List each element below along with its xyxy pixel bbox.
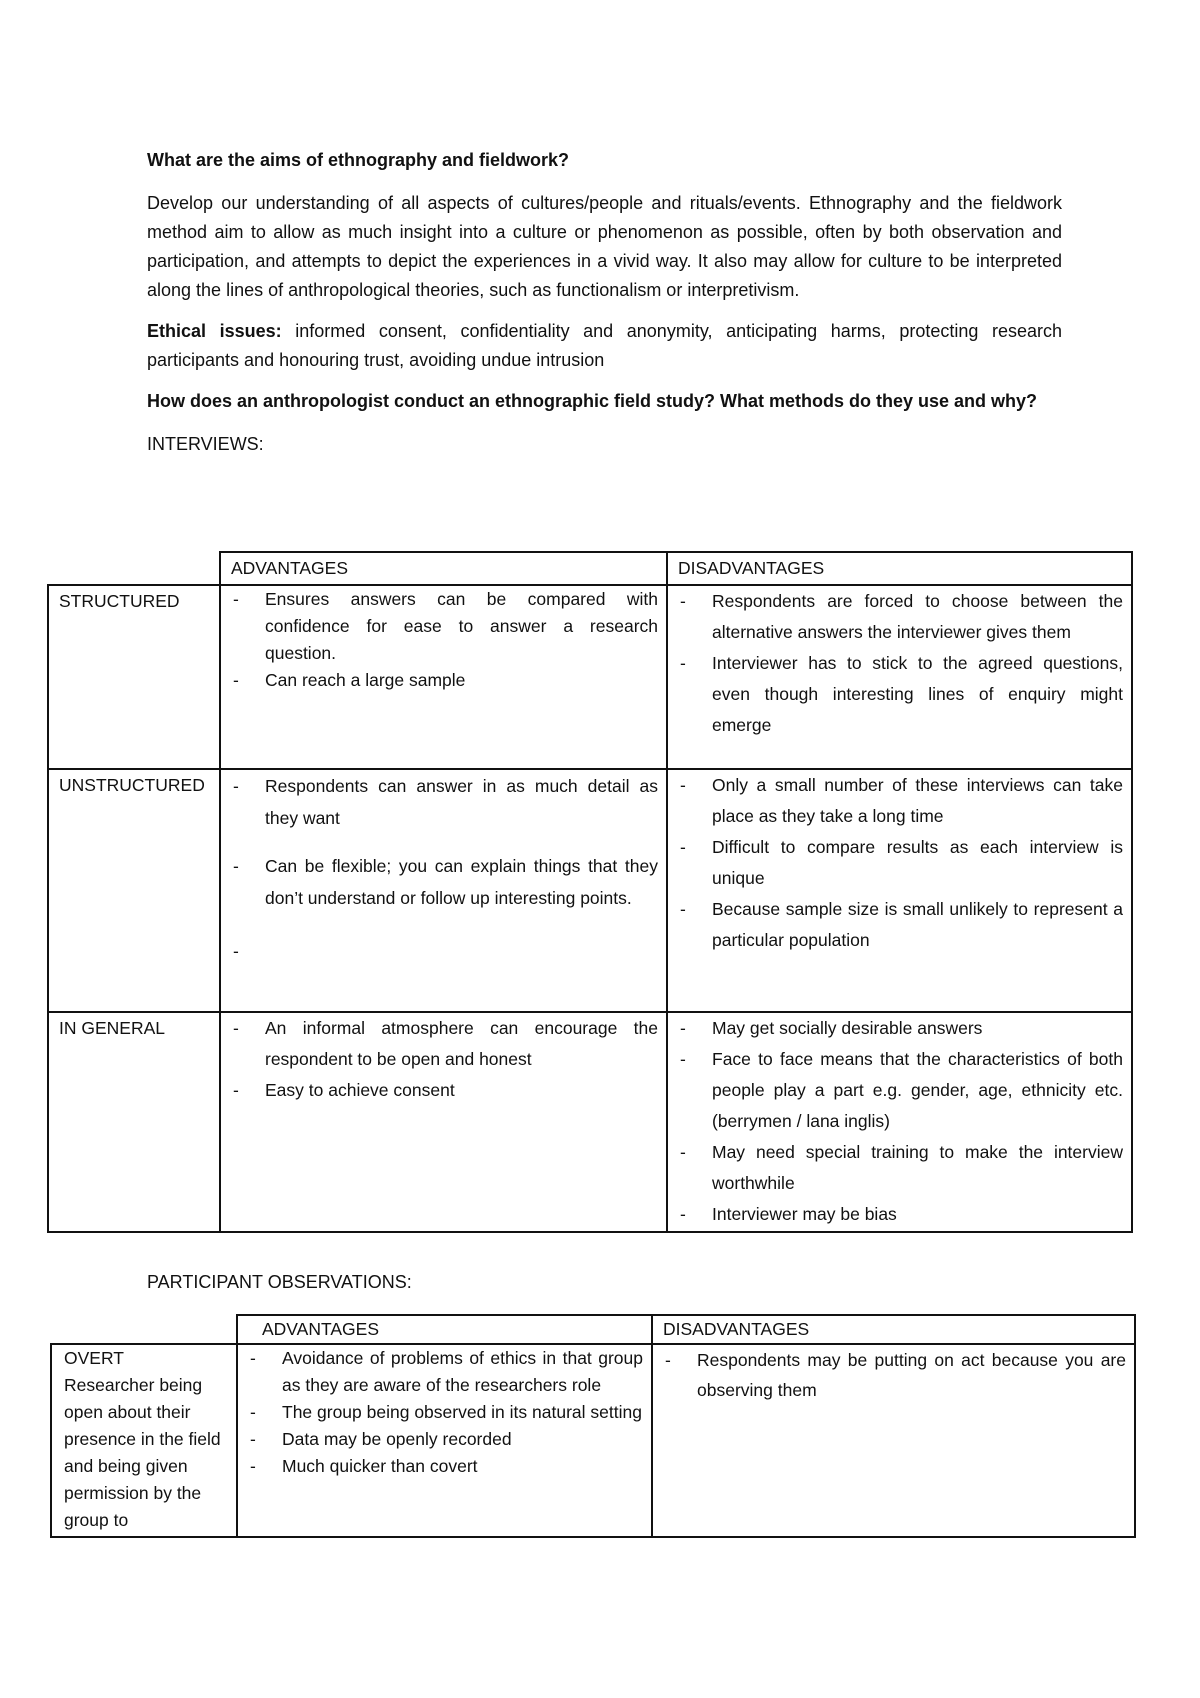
list-item: - Difficult to compare results as each interview is unique (678, 832, 1123, 894)
list-item: - Respondents may be putting on act because you are observing them (663, 1345, 1126, 1405)
document-body (147, 146, 1062, 473)
header-advantages: ADVANTAGES (237, 1315, 652, 1344)
row-description: Researcher being open about their presence in the field and being given permission by the group to (64, 1375, 221, 1530)
paragraph-ethical (147, 317, 1062, 375)
disadvantages-cell (667, 1012, 1132, 1232)
advantages-cell (220, 769, 667, 1012)
row-label: IN GENERAL (48, 1012, 220, 1232)
list-item: - Avoidance of problems of ethics in that group as they are aware of the researchers role (248, 1345, 643, 1399)
list-item: - Only a small number of these interviews can take place as they take a long time (678, 770, 1123, 832)
ethical-label: Ethical issues: (147, 321, 282, 341)
list-item: - Interviewer has to stick to the agreed questions, even though interesting lines of enquiry might emerge (678, 648, 1123, 741)
table-row (48, 1012, 1132, 1232)
list-item: - Interviewer may be bias (678, 1199, 1123, 1230)
list-item: - Can be flexible; you can explain things that they don’t understand or follow up interesting points. (231, 850, 658, 914)
list-item: - Ensures answers can be compared with confidence for ease to answer a research question. (231, 586, 658, 667)
header-advantages: ADVANTAGES (220, 552, 667, 585)
disadvantages-cell (652, 1344, 1135, 1537)
list-item: - May get socially desirable answers (678, 1013, 1123, 1044)
list-item: - Face to face means that the characteristics of both people play a part e.g. gender, age, ethnicity etc. (berrymen / lana inglis) (678, 1044, 1123, 1137)
table-header-row (48, 552, 1132, 585)
paragraph-aims: Develop our understanding of all aspects of cultures/people and rituals/events. Ethnography and the fieldwork method aim to allow as much insight into a culture or phenomenon as possible, often by both observation and participation, and attempts to depict the experiences in a vivid way. It also may allow for culture to be interpreted along the lines of anthropological theories, such as functionalism or interpretivism. (147, 193, 1062, 300)
list-item: - Data may be openly recorded (248, 1426, 643, 1453)
interviews-label: INTERVIEWS: (147, 434, 264, 454)
row-label: STRUCTURED (48, 585, 220, 769)
list-item: - An informal atmosphere can encourage the respondent to be open and honest (231, 1013, 658, 1075)
observations-label: PARTICIPANT OBSERVATIONS: (147, 1272, 412, 1292)
header-disadvantages: DISADVANTAGES (667, 552, 1132, 585)
list-item: - Because sample size is small unlikely to represent a particular population (678, 894, 1123, 956)
row-label: OVERT (64, 1348, 124, 1368)
list-item: - Respondents are forced to choose between the alternative answers the interviewer gives them (678, 586, 1123, 648)
observations-table (50, 1314, 1136, 1538)
table-header-row (51, 1315, 1135, 1344)
header-blank-cell (51, 1315, 237, 1344)
row-label: UNSTRUCTURED (48, 769, 220, 1012)
disadvantages-cell (667, 585, 1132, 769)
advantages-cell (220, 1012, 667, 1232)
list-item-empty (231, 936, 658, 965)
table-row (48, 769, 1132, 1012)
ethical-text: informed consent, confidentiality and anonymity, anticipating harms, protecting research participants and honouring trust, avoiding undue intrusion (147, 321, 1062, 370)
header-blank-cell (48, 552, 220, 585)
list-item: - Much quicker than covert (248, 1453, 643, 1480)
row-label-cell (51, 1344, 237, 1537)
table-row (51, 1344, 1135, 1537)
advantages-cell (237, 1344, 652, 1537)
header-disadvantages: DISADVANTAGES (652, 1315, 1135, 1344)
advantages-cell (220, 585, 667, 769)
list-item: - The group being observed in its natural setting (248, 1399, 643, 1426)
list-item: - May need special training to make the interview worthwhile (678, 1137, 1123, 1199)
heading-aims: What are the aims of ethnography and fieldwork? (147, 150, 570, 170)
disadvantages-cell (667, 769, 1132, 1012)
list-item: - Can reach a large sample (231, 667, 658, 694)
table-row (48, 585, 1132, 769)
interviews-table (47, 551, 1133, 1233)
list-item: - Respondents can answer in as much detail as they want (231, 770, 658, 834)
list-item: - Easy to achieve consent (231, 1075, 658, 1106)
heading-methods: How does an anthropologist conduct an ethnographic field study? What methods do they use and why? (147, 391, 1038, 411)
